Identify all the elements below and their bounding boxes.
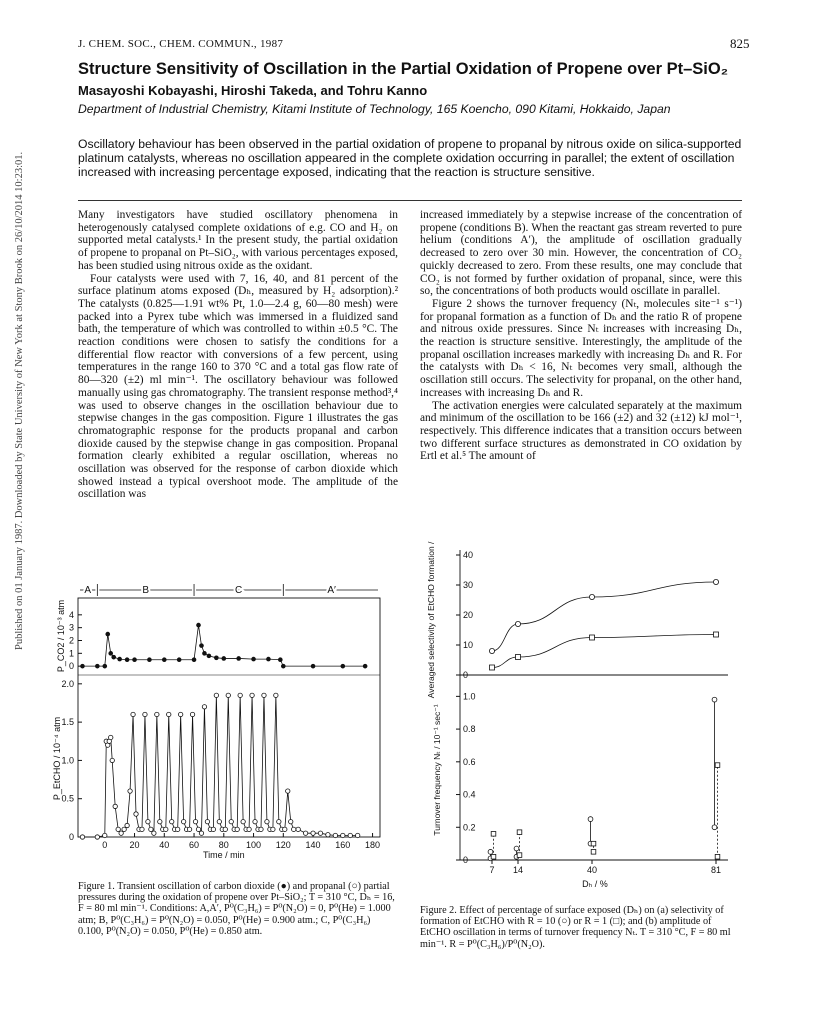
propanal-point: [131, 712, 135, 716]
propanal-point: [283, 827, 287, 831]
propanal-point: [205, 819, 209, 823]
propanal-point: [211, 827, 215, 831]
amplitude-point-circle: [712, 825, 717, 830]
x-tick-label: 120: [275, 840, 291, 850]
propanal-point: [235, 827, 239, 831]
x-tick-label: 180: [365, 840, 381, 850]
y-tick-label: 0.4: [463, 789, 476, 800]
paragraph: Four catalysts were used with 7, 16, 40, and 81 percent of the surface platinum atoms exposed (Dₕ, measured by H₂ adsorption).² The catalysts (0.825—1.91 wt% Pt, 1.0—2.4 g, 60—80 mesh) were packed into a Pyrex tube which was immersed in a fluidized sand bath, the temperature of which was controlled to within ±0.5 °C. The reaction conditions were chosen to satisfy the conditions for a differential flow reactor with conversions of a few percent, using temperatures in the range 160 to 370 °C and a total gas flow rate of 80—320 (±2) ml min⁻¹. The oscillatory behaviour was followed manually using gas chromatography. The transient response method³,⁴ was used to observe changes in the oscillation behaviour due to stepwise changes in the gas composition. Figure 1 illustrates the gas chromatographic response for the products propanal and carbon dioxide caused by the stepwise change in gas composition. Propanal formation clearly exhibited a regular oscillation, whereas no oscillation was observed for the response of carbon dioxide which showed instead a typical overshoot mode. The amplitude of the oscillation was: [78, 272, 398, 501]
y-tick-label: 30: [463, 580, 474, 590]
y-tick-label: 40: [463, 550, 474, 560]
propanal-point: [109, 735, 113, 739]
propanal-point: [164, 827, 168, 831]
x-tick-label: 140: [305, 840, 321, 850]
amplitude-point-square: [491, 854, 496, 859]
x-tick-label: 0: [102, 840, 108, 850]
divider: [78, 200, 742, 201]
propanal-point: [292, 827, 296, 831]
figure-1: [50, 550, 410, 880]
amplitude-point-square: [715, 763, 720, 768]
authors: Masayoshi Kobayashi, Hiroshi Takeda, and Tohru Kanno: [78, 83, 428, 98]
y-tick-label: 0: [68, 832, 74, 842]
propanal-point: [122, 827, 126, 831]
y-tick-label: 0: [463, 670, 469, 680]
co2-point: [363, 664, 368, 669]
propanal-point: [355, 833, 359, 837]
download-watermark: Published on 01 January 1987. Downloaded by State University of New York at Stony Brook on 26/10/2014 10:23:01.: [14, 151, 25, 650]
y-tick-label: 2.0: [61, 678, 74, 689]
amplitude-point-circle: [514, 846, 519, 851]
propanal-point: [265, 819, 269, 823]
amplitude-point-square: [591, 841, 596, 846]
paragraph: The activation energies were calculated separately at the maximum and minimum of the oscillation to be 166 (±2) and 32 (±12) kJ mol⁻¹, respectively. This difference indicates that a transition occurs between two different surface structures as demonstrated in CO oxidation by Ertl et al.⁵ The amount of: [420, 399, 742, 463]
co2-point: [132, 657, 137, 662]
condition-label: A′: [327, 585, 336, 596]
co2-point: [199, 643, 204, 648]
propanal-point: [214, 693, 218, 697]
propanal-point: [348, 833, 352, 837]
condition-label: B: [142, 585, 150, 596]
propanal-line: [82, 695, 357, 837]
co2-point: [202, 651, 207, 656]
y-tick-label: 0.5: [61, 793, 74, 804]
co2-point: [147, 657, 152, 662]
paragraph: increased immediately by a stepwise increase of the concentration of propene (conditions B). When the reactant gas stream reverted to pure helium (conditions A′), the amplitude of oscillation gradually decreased to zero over 30 min. However, the concentration of CO₂ quickly decreased to zero. From these results, one may conclude that CO₂ is not formed by further oxidation of propanal, since, were this so, the concentrations of both products would oscillate in parallel.: [420, 209, 742, 298]
page-number: 825: [730, 36, 750, 51]
propanal-point: [119, 831, 123, 835]
condition-label: A: [84, 585, 92, 596]
propanal-point: [247, 827, 251, 831]
paragraph: Figure 2 shows the turnover frequency (Nₜ, molecules site⁻¹ s⁻¹) for propanal formation as a function of Dₕ and the ratio R of propene and nitrous oxide pressures. Since Nₜ increases with increasing Dₕ, the reaction is structure sensitive. Interestingly, the amplitude of the propanal oscillation increases markedly with increasing Dₕ and R. For the catalysts with Dₕ < 16, Nₜ becomes very small, although the oscillation still occurs. The selectivity for propanal, on the other hand, increases with increasing Dₕ and R.: [420, 297, 742, 399]
amplitude-point-square: [517, 830, 522, 835]
x-tick-label: 80: [218, 840, 229, 850]
y-axis-label: Turnover frequency Nₜ / 10⁻¹ sec⁻¹: [432, 704, 442, 836]
selectivity-point-square: [714, 632, 719, 637]
selectivity-curve: [492, 582, 716, 651]
right-column: [420, 209, 742, 463]
x-axis-label: Time / min: [202, 850, 245, 860]
propanal-point: [149, 827, 153, 831]
figure-2-caption: Figure 2. Effect of percentage of surface exposed (Dₕ) on (a) selectivity of formation of EtCHO with R = 10 (○) or R = 1 (□); and (b) amplitude of EtCHO oscillation in terms of turnover frequency Nₜ. T = 310 °C, F = 80 ml min⁻¹. R = P⁰(C₃H₆)/P⁰(N₂O).: [420, 905, 731, 950]
x-tick-label: 14: [512, 865, 524, 875]
propanal-point: [341, 833, 345, 837]
abstract: Oscillatory behaviour has been observed in the partial oxidation of propene to propanal by nitrous oxide on silica-supported platinum catalysts, whereas no oscillation appeared in the complete oxidation occurring in parallel; the extent of oscillation increased with increasing percentage exposed, indicating that the reaction is structure sensitive.: [78, 137, 742, 179]
affiliation: Department of Industrial Chemistry, Kitami Institute of Technology, 165 Koencho, 090 Kitami, Hokkaido, Japan: [78, 102, 671, 116]
y-axis-label: P_CO2 / 10⁻³ atm: [56, 599, 66, 673]
co2-point: [111, 655, 116, 660]
y-tick-label: 10: [463, 640, 474, 650]
y-tick-label: 1.0: [463, 691, 476, 702]
propanal-point: [134, 812, 138, 816]
propanal-point: [223, 827, 227, 831]
y-tick-label: 0.2: [463, 822, 476, 833]
propanal-point: [103, 833, 107, 837]
propanal-point: [178, 712, 182, 716]
x-tick-label: 20: [129, 840, 140, 850]
co2-point: [80, 664, 85, 669]
selectivity-point-circle: [515, 621, 520, 626]
y-tick-label: 1.0: [61, 755, 74, 766]
propanal-point: [199, 831, 203, 835]
x-tick-label: 81: [710, 865, 722, 875]
paragraph: Many investigators have studied oscillatory phenomena in heterogenously catalysed complete oxidations of e.g. CO and H₂ on supported metal catalysts.¹ In the present study, the partial oxidation of propene to propanal on Pt–SiO₂, with various percentages exposed, has been studied using nitrous oxide as the oxidant.: [78, 209, 398, 272]
selectivity-point-circle: [713, 579, 718, 584]
propanal-point: [318, 831, 322, 835]
x-tick-label: 40: [586, 865, 598, 875]
propanal-point: [277, 819, 281, 823]
propanal-point: [259, 827, 263, 831]
propanal-point: [286, 789, 290, 793]
propanal-point: [202, 705, 206, 709]
co2-point: [196, 623, 201, 628]
co2-point: [102, 664, 107, 669]
x-tick-label: 60: [189, 840, 200, 850]
y-axis-label: P_EtCHO / 10⁻⁴ atm: [52, 716, 62, 801]
propanal-point: [175, 827, 179, 831]
propanal-point: [170, 819, 174, 823]
article-title: Structure Sensitivity of Oscillation in the Partial Oxidation of Propene over Pt–SiO₂: [78, 60, 729, 78]
co2-point: [95, 664, 100, 669]
y-tick-label: 1.5: [61, 717, 74, 728]
y-tick-label: 1: [68, 648, 74, 659]
propanal-point: [196, 827, 200, 831]
left-column: [78, 209, 398, 501]
co2-point: [108, 651, 113, 656]
y-tick-label: 0.8: [463, 724, 476, 735]
co2-point: [341, 664, 346, 669]
selectivity-point-square: [590, 635, 595, 640]
propanal-point: [311, 831, 315, 835]
y-axis-label: Averaged selectivity of EtCHO formation / %: [426, 540, 436, 699]
x-axis-label: Dₕ / %: [582, 879, 608, 889]
x-tick-label: 160: [335, 840, 351, 850]
propanal-point: [262, 693, 266, 697]
propanal-point: [167, 712, 171, 716]
co2-point: [266, 657, 271, 662]
co2-point: [278, 657, 283, 662]
propanal-point: [238, 693, 242, 697]
x-tick-label: 7: [489, 865, 495, 875]
co2-point: [192, 657, 197, 662]
propanal-point: [326, 833, 330, 837]
propanal-point: [217, 819, 221, 823]
running-head: J. CHEM. SOC., CHEM. COMMUN., 1987: [78, 38, 284, 50]
selectivity-point-square: [516, 655, 521, 660]
propanal-point: [303, 831, 307, 835]
y-tick-label: 0: [463, 855, 469, 865]
co2-point: [311, 664, 316, 669]
propanal-point: [271, 827, 275, 831]
propanal-point: [113, 804, 117, 808]
propanal-point: [274, 693, 278, 697]
amplitude-point-circle: [712, 697, 717, 702]
y-tick-label: 4: [68, 609, 74, 620]
co2-point: [105, 632, 110, 637]
propanal-point: [333, 833, 337, 837]
co2-point: [162, 657, 167, 662]
y-tick-label: 2: [68, 635, 74, 646]
co2-point: [177, 657, 182, 662]
propanal-point: [155, 712, 159, 716]
co2-point: [221, 656, 226, 661]
propanal-point: [289, 819, 293, 823]
propanal-point: [110, 758, 114, 762]
propanal-point: [152, 831, 156, 835]
figure-1-caption: Figure 1. Transient oscillation of carbon dioxide (●) and propanal (○) partial pressures during the oxidation of propene over Pt–SiO₂; T = 310 °C, Dₕ = 16, F = 80 ml min⁻¹. Conditions: A,A′, P⁰(C₃H₆) = P⁰(N₂O) = 0, P⁰(He) = 1.000 atm; B, P⁰(C₃H₆) = P⁰(N₂O) = 0.050, P⁰(He) = 0.900 atm.; C, P⁰(C₃H₆) 0.100, P⁰(N₂O) = 0.050, P⁰(He) = 0.850 atm.: [78, 881, 395, 937]
amplitude-point-square: [715, 854, 720, 859]
propanal-point: [181, 819, 185, 823]
amplitude-point-square: [517, 853, 522, 858]
propanal-point: [128, 789, 132, 793]
selectivity-point-circle: [589, 594, 594, 599]
propanal-point: [190, 712, 194, 716]
amplitude-point-square: [591, 850, 596, 855]
co2-point: [117, 657, 122, 662]
x-tick-label: 40: [159, 840, 170, 850]
amplitude-point-square: [491, 832, 496, 837]
propanal-point: [158, 819, 162, 823]
figure-2: [420, 540, 750, 890]
propanal-point: [226, 693, 230, 697]
selectivity-point-square: [490, 665, 495, 670]
propanal-point: [95, 835, 99, 839]
propanal-point: [140, 827, 144, 831]
co2-point: [281, 664, 286, 669]
selectivity-point-circle: [489, 648, 494, 653]
y-tick-label: 20: [463, 610, 474, 620]
y-tick-label: 0: [68, 661, 74, 672]
propanal-point: [143, 712, 147, 716]
propanal-point: [187, 827, 191, 831]
propanal-point: [229, 819, 233, 823]
condition-label: C: [235, 585, 243, 596]
co2-point: [214, 656, 219, 661]
propanal-point: [296, 827, 300, 831]
amplitude-point-circle: [588, 817, 593, 822]
co2-point: [125, 657, 130, 662]
co2-point: [251, 657, 256, 662]
co2-point: [207, 654, 212, 659]
co2-point: [236, 656, 241, 661]
figure-2-chart: [420, 540, 750, 890]
selectivity-curve: [492, 635, 716, 668]
amplitude-point-circle: [488, 849, 493, 854]
propanal-point: [193, 819, 197, 823]
propanal-point: [80, 835, 84, 839]
propanal-point: [116, 827, 120, 831]
propanal-point: [241, 819, 245, 823]
figure-1-chart: [50, 550, 410, 880]
propanal-point: [250, 693, 254, 697]
y-tick-label: 0.6: [463, 756, 476, 767]
x-tick-label: 100: [246, 840, 262, 850]
propanal-point: [253, 819, 257, 823]
y-tick-label: 3: [68, 622, 74, 633]
propanal-point: [146, 819, 150, 823]
propanal-point: [125, 823, 129, 827]
